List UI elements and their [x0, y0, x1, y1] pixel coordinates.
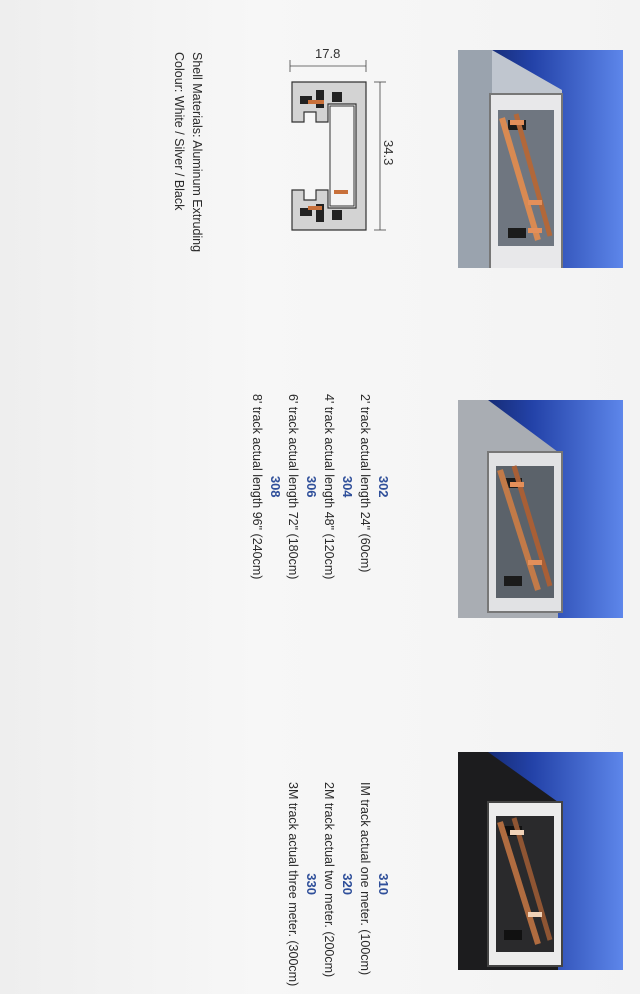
product-description: 2M track actual two meter. (200cm) — [322, 782, 336, 978]
materials-block — [170, 52, 206, 252]
product-code: 304 — [340, 475, 355, 498]
width-dimension-label: 17.8 — [315, 46, 341, 61]
track-profile-shape — [292, 82, 366, 230]
product-list-silver — [248, 394, 392, 579]
product-description: 8' track actual length 96" (240cm) — [250, 394, 264, 580]
track-photo-black — [458, 752, 623, 970]
product-code: 302 — [376, 475, 391, 498]
product-code: 330 — [304, 873, 319, 895]
product-description: 3M track actual three meter. (300cm) — [286, 782, 300, 987]
product-code: 310 — [376, 873, 391, 895]
track-photo-profile — [458, 50, 623, 268]
product-description: 2' track actual length 24" (60cm) — [358, 394, 372, 573]
product-code: 308 — [268, 475, 283, 498]
profile-drawing — [270, 40, 400, 255]
shell-materials-text: Shell Materials: Aluminum Extruding — [190, 52, 204, 253]
colour-text: Colour: White / Silver / Black — [172, 52, 186, 211]
product-description: 6' track actual length 72" (180cm) — [286, 394, 300, 580]
height-dimension-label: 34.3 — [381, 140, 396, 166]
product-list-black — [284, 782, 392, 986]
product-code: 320 — [340, 873, 355, 895]
product-description: IM track actual one meter. (100cm) — [358, 782, 372, 976]
product-description: 4' track actual length 48" (120cm) — [322, 394, 336, 580]
product-code: 306 — [304, 475, 319, 498]
track-photo-silver — [458, 400, 623, 618]
